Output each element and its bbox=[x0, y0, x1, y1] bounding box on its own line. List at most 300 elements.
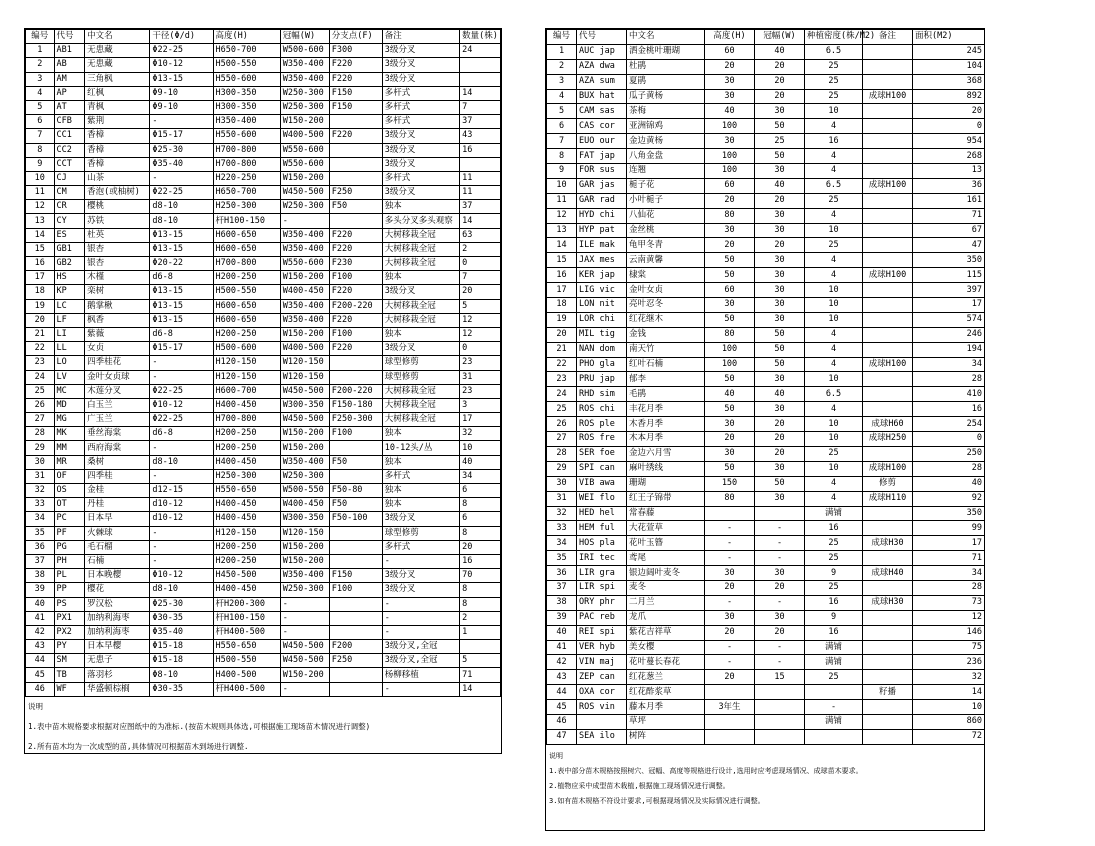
table-row bbox=[26, 526, 501, 540]
table-cell: 25 bbox=[805, 551, 863, 566]
table-cell bbox=[329, 682, 382, 696]
note-item: 2.植物应采中成型苗木栽植,根据施工现场情况进行调整。 bbox=[549, 781, 730, 790]
table-cell bbox=[705, 685, 755, 700]
table-cell: 25 bbox=[805, 580, 863, 595]
table-cell: 17 bbox=[26, 271, 55, 285]
table-cell: 16 bbox=[805, 134, 863, 149]
table-cell: Φ10-12 bbox=[150, 58, 213, 72]
table-cell: 40 bbox=[705, 387, 755, 402]
table-cell: 木香月季 bbox=[627, 417, 705, 432]
table-cell: H650-700 bbox=[213, 44, 280, 58]
table-cell: IRI tec bbox=[577, 551, 627, 566]
column-header: 干径(Φ/d) bbox=[150, 30, 213, 44]
table-row bbox=[547, 610, 985, 625]
table-cell: - bbox=[705, 521, 755, 536]
table-cell: 10 bbox=[805, 283, 863, 298]
table-cell: H550-600 bbox=[213, 129, 280, 143]
table-cell: 25 bbox=[805, 446, 863, 461]
table-row bbox=[547, 536, 985, 551]
table-cell: 12 bbox=[26, 200, 55, 214]
table-cell: 20 bbox=[755, 193, 805, 208]
table-cell: 40 bbox=[547, 625, 577, 640]
table-cell: 17 bbox=[547, 283, 577, 298]
table-cell: d6-8 bbox=[150, 271, 213, 285]
table-cell: 71 bbox=[913, 551, 985, 566]
table-cell: 4 bbox=[805, 327, 863, 342]
table-cell: 3 bbox=[26, 72, 55, 86]
table-cell: Φ20-22 bbox=[150, 257, 213, 271]
table-cell: W150-200 bbox=[280, 441, 329, 455]
table-cell: 11 bbox=[460, 186, 501, 200]
table-cell: F50-100 bbox=[329, 512, 382, 526]
table-cell: 金丝桃 bbox=[627, 223, 705, 238]
table-cell bbox=[863, 372, 913, 387]
table-cell: WEI flo bbox=[577, 491, 627, 506]
table-cell: d10-12 bbox=[150, 512, 213, 526]
table-cell bbox=[755, 685, 805, 700]
table-cell: 25 bbox=[805, 74, 863, 89]
table-cell: 20 bbox=[460, 285, 501, 299]
table-cell: 34 bbox=[26, 512, 55, 526]
table-cell: 杜英 bbox=[85, 228, 150, 242]
table-cell: 4 bbox=[805, 357, 863, 372]
table-cell: 0 bbox=[913, 432, 985, 447]
table-cell: ROS fre bbox=[577, 432, 627, 447]
table-cell: 樱花 bbox=[85, 583, 150, 597]
table-cell: 二月兰 bbox=[627, 595, 705, 610]
table-cell: 254 bbox=[913, 417, 985, 432]
table-cell: MIL tig bbox=[577, 327, 627, 342]
table-cell: H120-150 bbox=[213, 356, 280, 370]
table-cell: 3级分叉 bbox=[382, 583, 459, 597]
table-row bbox=[26, 427, 501, 441]
table-cell: W120-150 bbox=[280, 370, 329, 384]
table-row bbox=[547, 506, 985, 521]
table-row bbox=[26, 398, 501, 412]
table-cell: 无患藏 bbox=[85, 58, 150, 72]
table-cell: 40 bbox=[705, 104, 755, 119]
table-cell: 3级分叉 bbox=[382, 72, 459, 86]
table-cell: 20 bbox=[755, 238, 805, 253]
notes-title: 说明 bbox=[549, 751, 563, 760]
table-row bbox=[26, 384, 501, 398]
table-cell: 5 bbox=[460, 299, 501, 313]
table-cell: d10-12 bbox=[150, 498, 213, 512]
table-cell: H300-350 bbox=[213, 100, 280, 114]
table-cell: 25 bbox=[805, 670, 863, 685]
table-cell: 146 bbox=[913, 625, 985, 640]
table-cell: 9 bbox=[805, 566, 863, 581]
table-row bbox=[547, 327, 985, 342]
table-cell: 250 bbox=[913, 446, 985, 461]
table-cell: H600-650 bbox=[213, 299, 280, 313]
table-cell: 246 bbox=[913, 327, 985, 342]
table-cell: 木槿 bbox=[85, 271, 150, 285]
table-cell bbox=[755, 506, 805, 521]
table-cell: 38 bbox=[547, 595, 577, 610]
table-cell: 麻叶绣线 bbox=[627, 461, 705, 476]
table-cell: 20 bbox=[705, 238, 755, 253]
table-cell: 20 bbox=[705, 580, 755, 595]
table-cell: 3级分叉 bbox=[382, 285, 459, 299]
table-cell bbox=[863, 580, 913, 595]
table-cell: AT bbox=[54, 100, 85, 114]
table-cell: 24 bbox=[26, 370, 55, 384]
table-row bbox=[547, 387, 985, 402]
table-cell: 7 bbox=[26, 129, 55, 143]
table-cell: 4 bbox=[805, 253, 863, 268]
table-cell: F200-220 bbox=[329, 299, 382, 313]
table-cell bbox=[805, 685, 863, 700]
table-cell: 30 bbox=[755, 566, 805, 581]
table-cell: 成球H250 bbox=[863, 432, 913, 447]
table-cell: 香泡(或柚树) bbox=[85, 186, 150, 200]
table-cell bbox=[863, 223, 913, 238]
table-cell bbox=[755, 729, 805, 744]
table-cell: 16 bbox=[547, 268, 577, 283]
table-cell: H250-300 bbox=[213, 469, 280, 483]
table-cell: 37 bbox=[460, 115, 501, 129]
table-cell: 46 bbox=[547, 714, 577, 729]
table-cell: 花叶玉簪 bbox=[627, 536, 705, 551]
table-cell: Φ10-12 bbox=[150, 398, 213, 412]
table-cell bbox=[863, 521, 913, 536]
table-cell: 14 bbox=[913, 685, 985, 700]
table-cell bbox=[863, 625, 913, 640]
table-cell: LV bbox=[54, 370, 85, 384]
table-cell: KER jap bbox=[577, 268, 627, 283]
table-cell: LF bbox=[54, 313, 85, 327]
table-cell: 63 bbox=[460, 228, 501, 242]
table-cell: W400-500 bbox=[280, 342, 329, 356]
table-cell: 成球H100 bbox=[863, 461, 913, 476]
table-cell: HYD chi bbox=[577, 208, 627, 223]
table-cell: 红叶石楠 bbox=[627, 357, 705, 372]
table-cell bbox=[460, 58, 501, 72]
table-cell: W350-400 bbox=[280, 313, 329, 327]
table-cell: 150 bbox=[705, 476, 755, 491]
table-cell: MK bbox=[54, 427, 85, 441]
column-header: 数量(株) bbox=[460, 30, 501, 44]
table-cell: W300-350 bbox=[280, 398, 329, 412]
table-cell: 18 bbox=[547, 298, 577, 313]
table-cell: 350 bbox=[913, 506, 985, 521]
table-cell: - bbox=[755, 536, 805, 551]
table-cell: 30 bbox=[755, 164, 805, 179]
table-cell: W500-600 bbox=[280, 44, 329, 58]
table-cell: H500-600 bbox=[213, 342, 280, 356]
table-cell: d12-15 bbox=[150, 484, 213, 498]
table-cell: 9 bbox=[805, 610, 863, 625]
table-cell: HOS pla bbox=[577, 536, 627, 551]
table-cell: 18 bbox=[26, 285, 55, 299]
table-cell: 成球H100 bbox=[863, 268, 913, 283]
table-row bbox=[547, 625, 985, 640]
column-header: 高度(H) bbox=[213, 30, 280, 44]
table-cell: 1 bbox=[547, 44, 577, 59]
table-cell: 银杏 bbox=[85, 257, 150, 271]
table-row bbox=[547, 417, 985, 432]
table-cell bbox=[863, 74, 913, 89]
table-cell: 32 bbox=[547, 506, 577, 521]
table-cell bbox=[863, 342, 913, 357]
table-cell: 37 bbox=[460, 200, 501, 214]
table-cell: 80 bbox=[705, 491, 755, 506]
table-cell: 32 bbox=[460, 427, 501, 441]
table-cell: 3级分叉 bbox=[382, 58, 459, 72]
table-cell: - bbox=[805, 700, 863, 715]
table-cell: 20 bbox=[755, 625, 805, 640]
table-cell: Φ22-25 bbox=[150, 413, 213, 427]
table-cell: 红花酢浆草 bbox=[627, 685, 705, 700]
table-cell: 50 bbox=[755, 476, 805, 491]
table-cell: 17 bbox=[460, 413, 501, 427]
table-cell: 20 bbox=[705, 432, 755, 447]
table-cell: GB2 bbox=[54, 257, 85, 271]
table-cell: 23 bbox=[547, 372, 577, 387]
table-cell: 40 bbox=[755, 178, 805, 193]
table-cell: 33 bbox=[547, 521, 577, 536]
table-cell bbox=[329, 143, 382, 157]
table-cell: 21 bbox=[547, 342, 577, 357]
table-cell: PG bbox=[54, 540, 85, 554]
table-row bbox=[26, 654, 501, 668]
table-cell bbox=[863, 640, 913, 655]
table-cell: 34 bbox=[460, 469, 501, 483]
table-cell: MD bbox=[54, 398, 85, 412]
table-row bbox=[547, 655, 985, 670]
table-cell: - bbox=[705, 655, 755, 670]
table-cell: H450-500 bbox=[213, 569, 280, 583]
table-cell: d6-8 bbox=[150, 427, 213, 441]
table-cell: F150 bbox=[329, 86, 382, 100]
table-cell: 成球H110 bbox=[863, 491, 913, 506]
table-cell: 50 bbox=[755, 149, 805, 164]
table-cell: 14 bbox=[460, 682, 501, 696]
table-cell: CJ bbox=[54, 171, 85, 185]
table-cell: 43 bbox=[460, 129, 501, 143]
table-row bbox=[26, 342, 501, 356]
column-header: 冠幅(W) bbox=[755, 30, 805, 45]
table-cell: CAM sas bbox=[577, 104, 627, 119]
table-cell: 红王子锦带 bbox=[627, 491, 705, 506]
table-cell: 0 bbox=[460, 257, 501, 271]
table-cell: Φ25-30 bbox=[150, 597, 213, 611]
table-cell: 20 bbox=[755, 89, 805, 104]
table-cell: 大树移栽全冠 bbox=[382, 313, 459, 327]
table-cell: 60 bbox=[705, 44, 755, 59]
column-header: 编号 bbox=[26, 30, 55, 44]
table-cell: Φ10-12 bbox=[150, 569, 213, 583]
table-row bbox=[26, 441, 501, 455]
table-cell: 30 bbox=[705, 89, 755, 104]
table-cell: 银边阔叶麦冬 bbox=[627, 566, 705, 581]
table-row bbox=[26, 58, 501, 72]
table-body bbox=[547, 44, 985, 744]
table-cell: 西府海棠 bbox=[85, 441, 150, 455]
table-cell: F100 bbox=[329, 583, 382, 597]
table-cell: F250 bbox=[329, 654, 382, 668]
table-cell: MC bbox=[54, 384, 85, 398]
table-cell: 47 bbox=[913, 238, 985, 253]
table-row bbox=[26, 597, 501, 611]
table-cell: 无患子 bbox=[85, 654, 150, 668]
table-cell: 4 bbox=[26, 86, 55, 100]
table-cell: 11 bbox=[460, 171, 501, 185]
table-cell: Φ30-35 bbox=[150, 611, 213, 625]
table-cell: H400-450 bbox=[213, 512, 280, 526]
table-cell: PH bbox=[54, 554, 85, 568]
table-cell: GAR rad bbox=[577, 193, 627, 208]
table-cell: W500-550 bbox=[280, 484, 329, 498]
table-cell bbox=[863, 283, 913, 298]
table-cell: 常春藤 bbox=[627, 506, 705, 521]
table-row bbox=[26, 625, 501, 639]
table-cell: 368 bbox=[913, 74, 985, 89]
table-cell: REI spi bbox=[577, 625, 627, 640]
table-cell: 75 bbox=[913, 640, 985, 655]
table-cell: d8-10 bbox=[150, 583, 213, 597]
table-cell: 8 bbox=[547, 149, 577, 164]
table-row bbox=[547, 342, 985, 357]
table-cell: 25 bbox=[805, 89, 863, 104]
table-cell: 美女樱 bbox=[627, 640, 705, 655]
table-row bbox=[547, 178, 985, 193]
column-header: 中文名 bbox=[85, 30, 150, 44]
table-cell bbox=[329, 668, 382, 682]
table-cell bbox=[329, 115, 382, 129]
table-cell: d8-10 bbox=[150, 214, 213, 228]
table-cell: LIR gra bbox=[577, 566, 627, 581]
table-cell: 44 bbox=[26, 654, 55, 668]
table-cell: F220 bbox=[329, 228, 382, 242]
table-cell: 山茶 bbox=[85, 171, 150, 185]
table-cell: 30 bbox=[705, 566, 755, 581]
table-cell: 龙爪 bbox=[627, 610, 705, 625]
table-row bbox=[547, 461, 985, 476]
table-cell: CCT bbox=[54, 157, 85, 171]
table-cell: 小叶栀子 bbox=[627, 193, 705, 208]
table-cell: 39 bbox=[547, 610, 577, 625]
table-cell: AB bbox=[54, 58, 85, 72]
table-cell: F230 bbox=[329, 257, 382, 271]
table-cell: AZA dwa bbox=[577, 59, 627, 74]
table-cell: - bbox=[382, 682, 459, 696]
table-cell: 3级分叉,全冠 bbox=[382, 640, 459, 654]
table-cell: W350-400 bbox=[280, 72, 329, 86]
table-cell: 67 bbox=[913, 223, 985, 238]
table-cell: 31 bbox=[460, 370, 501, 384]
table-cell: 独本 bbox=[382, 498, 459, 512]
table-cell: 成球H60 bbox=[863, 417, 913, 432]
table-cell: 40 bbox=[460, 455, 501, 469]
table-cell: LOR chi bbox=[577, 312, 627, 327]
table-cell: 72 bbox=[913, 729, 985, 744]
table-cell: F150-180 bbox=[329, 398, 382, 412]
table-cell bbox=[863, 298, 913, 313]
table-cell: 50 bbox=[705, 402, 755, 417]
table-cell: 球型修剪 bbox=[382, 370, 459, 384]
table-cell: PX1 bbox=[54, 611, 85, 625]
table-cell: 火棘球 bbox=[85, 526, 150, 540]
table-cell bbox=[863, 164, 913, 179]
table-row bbox=[26, 313, 501, 327]
table-cell: W450-500 bbox=[280, 384, 329, 398]
table-cell: Φ30-35 bbox=[150, 682, 213, 696]
table-cell: - bbox=[755, 640, 805, 655]
table-row bbox=[26, 668, 501, 682]
table-cell: 17 bbox=[913, 298, 985, 313]
table-cell: 鸢尾 bbox=[627, 551, 705, 566]
table-cell: F220 bbox=[329, 342, 382, 356]
table-cell: 6.5 bbox=[805, 178, 863, 193]
table-cell: 15 bbox=[547, 253, 577, 268]
table-cell: 成球H30 bbox=[863, 536, 913, 551]
table-row bbox=[26, 455, 501, 469]
table-row bbox=[26, 484, 501, 498]
table-cell: 71 bbox=[460, 668, 501, 682]
table-cell: 23 bbox=[460, 356, 501, 370]
table-cell: H220-250 bbox=[213, 171, 280, 185]
table-row bbox=[26, 299, 501, 313]
table-cell: 30 bbox=[755, 312, 805, 327]
table-cell: 42 bbox=[547, 655, 577, 670]
table-cell: W150-200 bbox=[280, 427, 329, 441]
table-cell: 30 bbox=[755, 223, 805, 238]
table-cell: 6 bbox=[26, 115, 55, 129]
table-row bbox=[547, 640, 985, 655]
table-cell: 连翘 bbox=[627, 164, 705, 179]
table-cell: 大树移栽全冠 bbox=[382, 398, 459, 412]
table-cell: 16 bbox=[913, 402, 985, 417]
table-cell: - bbox=[280, 597, 329, 611]
table-cell: F200-220 bbox=[329, 384, 382, 398]
table-cell: 50 bbox=[755, 357, 805, 372]
table-cell: - bbox=[755, 655, 805, 670]
table-cell: 100 bbox=[705, 149, 755, 164]
table-cell: 50 bbox=[705, 268, 755, 283]
table-cell: WF bbox=[54, 682, 85, 696]
table-cell: 30 bbox=[547, 476, 577, 491]
table-cell: 20 bbox=[755, 417, 805, 432]
table-cell: 成球H100 bbox=[863, 357, 913, 372]
table-cell: 25 bbox=[755, 134, 805, 149]
table-cell: 球型修剪 bbox=[382, 526, 459, 540]
table-cell: 杆H400-500 bbox=[213, 682, 280, 696]
table-cell: 2 bbox=[460, 611, 501, 625]
table-cell: W300-350 bbox=[280, 512, 329, 526]
table-cell: H400-450 bbox=[213, 498, 280, 512]
table-cell: ES bbox=[54, 228, 85, 242]
table-cell: 34 bbox=[547, 536, 577, 551]
table-cell: 藤本月季 bbox=[627, 700, 705, 715]
table-cell: 20 bbox=[755, 432, 805, 447]
table-cell: 30 bbox=[705, 610, 755, 625]
table-cell: 红花葱兰 bbox=[627, 670, 705, 685]
table-cell: SEA ilo bbox=[577, 729, 627, 744]
table-cell: 15 bbox=[755, 670, 805, 685]
table-cell: 3级分叉,全冠 bbox=[382, 654, 459, 668]
table-cell: 南天竹 bbox=[627, 342, 705, 357]
table-cell: W250-300 bbox=[280, 200, 329, 214]
table-cell: PAC reb bbox=[577, 610, 627, 625]
table-cell: FOR sus bbox=[577, 164, 627, 179]
table-cell: 13 bbox=[913, 164, 985, 179]
table-cell: F200 bbox=[329, 640, 382, 654]
table-cell: 八仙花 bbox=[627, 208, 705, 223]
table-cell: F50 bbox=[329, 455, 382, 469]
table-cell: AM bbox=[54, 72, 85, 86]
